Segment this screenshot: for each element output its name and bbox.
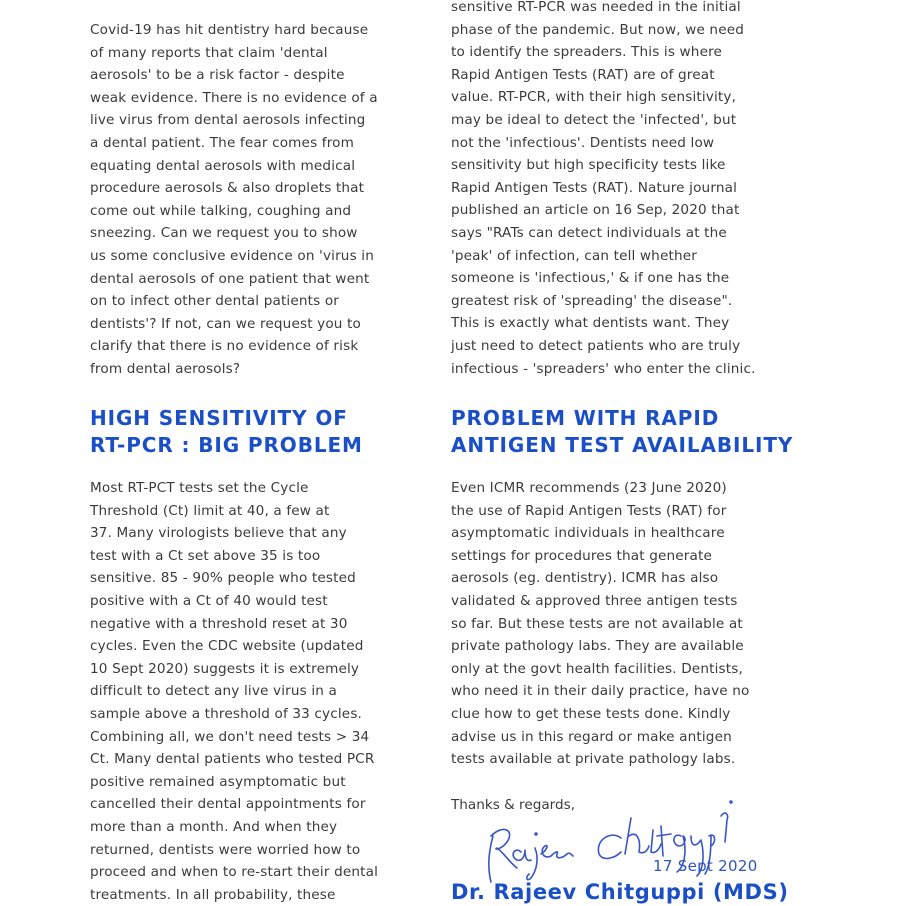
text-line: cycles. Even the CDC website (updated: [90, 638, 364, 655]
text-line: Most RT-PCT tests set the Cycle: [90, 480, 309, 496]
text-line: positive with a Ct of 40 would test: [90, 592, 328, 609]
text-line: Rapid Antigen Tests (RAT) are of great: [451, 66, 715, 83]
text-line: cancelled their dental appointments for: [90, 796, 366, 813]
text-line: a dental patient. The fear comes from: [90, 134, 355, 151]
rat-availability-paragraph: [451, 477, 750, 771]
section-heading-rt-pcr: [90, 405, 363, 459]
text-line: greatest risk of 'spreading' the disease".: [451, 292, 733, 309]
text-line: who need it in their daily practice, have no: [451, 683, 750, 700]
text-line: equating dental aerosols with medical: [90, 157, 356, 174]
text-line: Covid-19 has hit dentistry hard because: [90, 22, 369, 38]
text-line: published an article on 16 Sep, 2020 that: [451, 202, 740, 219]
section-heading-rat-availability: [451, 405, 793, 459]
text-line: not the 'infectious'. Dentists need low: [451, 134, 715, 151]
text-line: may be ideal to detect the 'infected', but: [451, 111, 737, 128]
text-line: advise us in this regard or make antigen: [451, 728, 732, 745]
text-line: just need to detect patients who are truly: [451, 337, 741, 354]
text-line: returned, dentists were worried how to: [90, 841, 361, 858]
text-line: 'peak' of infection, can tell whether: [451, 247, 697, 264]
text-line: Ct. Many dental patients who tested PCR: [90, 751, 375, 768]
text-line: on to infect other dental patients or: [90, 293, 340, 310]
text-line: settings for procedures that generate: [451, 547, 712, 564]
text-line: value. RT-PCR, with their high sensitivity,: [451, 89, 737, 106]
text-line: Threshold (Ct) limit at 40, a few at: [90, 502, 330, 519]
signature-date: 17 Sept 2020: [653, 857, 758, 875]
text-line: This is exactly what dentists want. They: [451, 315, 730, 332]
heading-line: PROBLEM WITH RAPID: [451, 406, 720, 430]
text-line: tests available at private pathology labs.: [451, 751, 736, 768]
author-name: Dr. Rajeev Chitguppi (MDS): [451, 880, 789, 904]
text-line: sample above a threshold of 33 cycles.: [90, 705, 363, 722]
text-line: negative with a threshold reset at 30: [90, 615, 348, 632]
text-line: the use of Rapid Antigen Tests (RAT) for: [451, 502, 727, 519]
text-line: only at the govt health facilities. Dentists,: [451, 660, 743, 677]
text-line: dentists'? If not, can we request you to: [90, 315, 361, 332]
text-line: sensitivity but high specificity tests like: [451, 157, 726, 174]
text-line: Rapid Antigen Tests (RAT). Nature journal: [451, 179, 737, 196]
text-line: dental aerosols of one patient that went: [90, 270, 370, 287]
text-line: clarify that there is no evidence of risk: [90, 338, 359, 355]
text-line: procedure aerosols & also droplets that: [90, 180, 365, 197]
text-line: us some conclusive evidence on 'virus in: [90, 247, 374, 264]
rt-pcr-paragraph: [90, 477, 378, 906]
text-line: aerosols' to be a risk factor - despite: [90, 67, 345, 84]
text-line: from dental aerosols?: [90, 360, 241, 377]
heading-line: HIGH SENSITIVITY OF: [90, 406, 348, 430]
intro-paragraph-left: [90, 19, 378, 381]
text-line: come out while talking, coughing and: [90, 202, 352, 219]
text-line: test with a Ct set above 35 is too: [90, 547, 321, 564]
text-line: Combining all, we don't need tests > 34: [90, 728, 370, 745]
text-line: 10 Sept 2020) suggests it is extremely: [90, 660, 360, 677]
text-line: positive remained asymptomatic but: [90, 773, 346, 790]
heading-line: RT-PCR : BIG PROBLEM: [90, 433, 363, 457]
text-line: clue how to get these tests done. Kindly: [451, 705, 731, 722]
text-line: so far. But these tests are not available at: [451, 615, 743, 632]
text-line: aerosols (eg. dentistry). ICMR has also: [451, 570, 719, 587]
intro-paragraph-right: [451, 0, 756, 380]
text-line: asymptomatic individuals in healthcare: [451, 525, 725, 542]
text-line: more than a month. And when they: [90, 818, 338, 835]
text-line: says "RATs can detect individuals at the: [451, 224, 727, 241]
text-line: live virus from dental aerosols infecting: [90, 112, 366, 129]
text-line: private pathology labs. They are available: [451, 638, 744, 655]
text-line: validated & approved three antigen tests: [451, 592, 738, 609]
closing-salutation: Thanks & regards,: [451, 797, 576, 813]
text-line: difficult to detect any live virus in a: [90, 683, 337, 700]
text-line: weak evidence. There is no evidence of a: [90, 89, 378, 106]
text-line: proceed and when to re-start their dental: [90, 864, 379, 881]
text-line: Even ICMR recommends (23 June 2020): [451, 480, 727, 496]
text-line: 37. Many virologists believe that any: [90, 525, 347, 542]
text-line: someone is 'infectious,' & if one has the: [451, 270, 730, 287]
text-line: treatments. In all probability, these: [90, 886, 336, 903]
heading-line: ANTIGEN TEST AVAILABILITY: [451, 433, 794, 457]
text-line: infectious - 'spreaders' who enter the clinic.: [451, 360, 756, 377]
text-line: sneezing. Can we request you to show: [90, 225, 358, 242]
text-line: of many reports that claim 'dental: [90, 44, 328, 61]
text-line: sensitive. 85 - 90% people who tested: [90, 570, 356, 587]
text-line: phase of the pandemic. But now, we need: [451, 21, 745, 38]
text-line: to identify the spreaders. This is where: [451, 44, 723, 61]
text-line: sensitive RT-PCR was needed in the initial: [451, 0, 741, 15]
